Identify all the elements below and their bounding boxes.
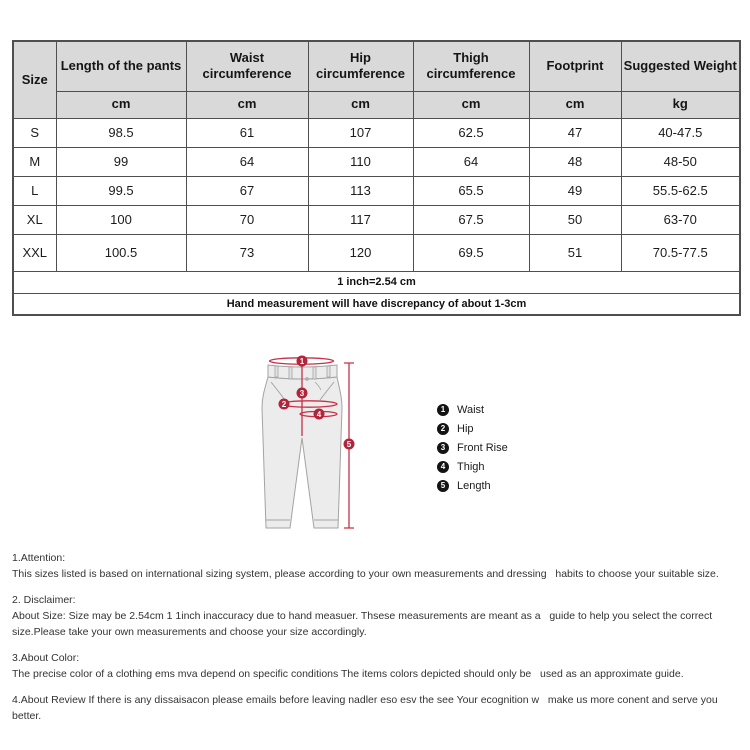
badge-number: 4 [316,409,322,419]
weight-cell: 70.5-77.5 [621,234,740,271]
col-header-hip: Hip circumference [308,41,413,91]
badge-hip [279,399,290,410]
length-cell: 100 [56,205,186,234]
section-about-color [12,650,746,682]
legend-item-length [437,476,508,495]
section-heading: 4.About Review [12,694,86,706]
hip-cell: 120 [308,234,413,271]
legend-number-badge: 1 [437,404,449,416]
badge-number: 1 [299,356,305,366]
footprint-cell: 47 [529,118,621,147]
badge-number: 3 [299,388,305,398]
section-body: The precise color of a clothing ems mva depend on specific conditions The items colors depicted should only be used as an approximate guide. [12,668,684,680]
badge-waist [297,356,308,367]
footprint-cell: 48 [529,147,621,176]
size-cell: XXL [13,234,56,271]
size-cell: M [13,147,56,176]
section-body-text: If there is any dissaisacon please emails before leaving nadler eso esv the see Your ecognition w make us more conent and serve you better. [12,694,721,722]
col-header-thigh: Thigh circumference [413,41,529,91]
belt-loop [327,366,330,377]
size-chart-table [12,40,741,316]
col-header-waist: Waist circumference [186,41,308,91]
unit-cell: cm [308,91,413,118]
weight-cell: 63-70 [621,205,740,234]
section-body [12,692,746,724]
size-cell: L [13,176,56,205]
thigh-cell: 65.5 [413,176,529,205]
badge-front-rise [297,388,308,399]
table-row-xl [13,205,740,234]
unit-cell: cm [413,91,529,118]
thigh-cell: 69.5 [413,234,529,271]
footprint-cell: 49 [529,176,621,205]
legend-item-thigh [437,457,508,476]
length-cell: 98.5 [56,118,186,147]
legend-item-front-rise [437,438,508,457]
length-cell: 99.5 [56,176,186,205]
hip-cell: 117 [308,205,413,234]
footprint-cell: 50 [529,205,621,234]
section-heading: 1.Attention: [12,552,66,564]
weight-cell: 55.5-62.5 [621,176,740,205]
note-row-inch [13,271,740,293]
badge-number: 5 [346,439,352,449]
note-inch-conversion: 1 inch=2.54 cm [13,271,740,293]
length-cell: 100.5 [56,234,186,271]
section-body: This sizes listed is based on international sizing system, please according to your own measurements and dressing habits to choose your suitable size. [12,568,719,580]
length-cell: 99 [56,147,186,176]
measurement-legend [437,400,508,495]
measurement-diagram [0,316,750,546]
badge-thigh [314,409,325,420]
legend-item-hip [437,419,508,438]
waist-cell: 67 [186,176,308,205]
note-row-discrepancy [13,293,740,315]
section-heading: 2. Disclaimer: [12,594,76,606]
thigh-cell: 62.5 [413,118,529,147]
legend-number-badge: 2 [437,423,449,435]
weight-cell: 48-50 [621,147,740,176]
thigh-cell: 64 [413,147,529,176]
col-header-length: Length of the pants [56,41,186,91]
weight-cell: 40-47.5 [621,118,740,147]
section-heading: 3.About Color: [12,652,80,664]
col-header-footprint: Footprint [529,41,621,91]
waist-cell: 61 [186,118,308,147]
waist-cell: 70 [186,205,308,234]
belt-loop [275,366,278,377]
table-row-s [13,118,740,147]
badge-length [344,439,355,450]
legend-item-waist [437,400,508,419]
unit-cell: kg [621,91,740,118]
note-hand-measurement: Hand measurement will have discrepancy of about 1-3cm [13,293,740,315]
legend-label: Thigh [457,460,485,473]
col-header-weight: Suggested Weight [621,41,740,91]
legend-number-badge: 4 [437,461,449,473]
size-cell: XL [13,205,56,234]
section-about-review [12,692,746,724]
legend-label: Hip [457,422,474,435]
legend-label: Length [457,479,491,492]
table-row-m [13,147,740,176]
unit-cell: cm [529,91,621,118]
unit-cell: cm [56,91,186,118]
waist-cell: 73 [186,234,308,271]
hip-cell: 113 [308,176,413,205]
section-body: About Size: Size may be 2.54cm 1 1inch inaccuracy due to hand measuer. Thsese measurements are meant as a guide to help you select the correct size.Please take your own measurements and choose your size accordingly. [12,610,716,638]
belt-loop [289,367,292,379]
waist-cell: 64 [186,147,308,176]
section-attention [12,550,746,582]
size-cell: S [13,118,56,147]
hip-cell: 110 [308,147,413,176]
info-sections [12,550,746,724]
units-row [13,91,740,118]
unit-cell: cm [186,91,308,118]
table-row-xxl [13,234,740,271]
footprint-cell: 51 [529,234,621,271]
thigh-cell: 67.5 [413,205,529,234]
table-row-l [13,176,740,205]
legend-label: Waist [457,403,485,416]
belt-loop [313,367,316,379]
col-header-size: Size [13,41,56,118]
hip-cell: 107 [308,118,413,147]
legend-label: Front Rise [457,441,508,454]
pants-illustration [245,346,365,536]
legend-number-badge: 5 [437,480,449,492]
legend-number-badge: 3 [437,442,449,454]
section-disclaimer [12,592,746,640]
badge-number: 2 [281,399,287,409]
table-header-row [13,41,740,91]
